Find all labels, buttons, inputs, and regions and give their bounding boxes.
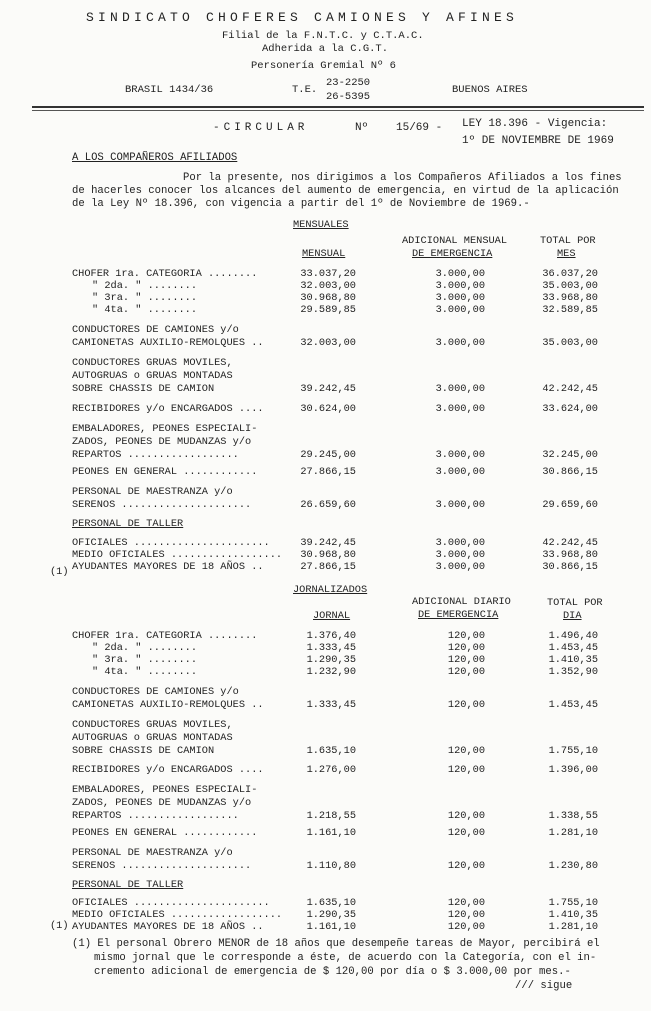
mensuales-row-label: OFICIALES ...................... [72,537,270,549]
mensuales-cell-c: 30.866,15 [542,466,598,478]
footnote-marker-jornal: (1) [50,920,69,932]
jornalizados-cell-b: 120,00 [447,827,485,839]
jornalizados-cell-a: 1.333,45 [306,642,356,654]
jornalizados-cell-c: 1.453,45 [548,699,598,711]
mensuales-row-label: ZADOS, PEONES DE MUDANZAS y/o [72,436,252,448]
mensuales-col-total-1: TOTAL POR [540,235,596,247]
jornalizados-col-jornal: JORNAL [313,610,351,622]
mensuales-cell-c: 29.659,60 [542,499,598,511]
mensuales-row-label: RECIBIDORES y/o ENCARGADOS .... [72,403,264,415]
jornalizados-cell-b: 120,00 [447,699,485,711]
jornalizados-cell-b: 120,00 [447,630,485,642]
jornalizados-row-label: " 3ra. " ........ [92,654,198,666]
mensuales-col-total-2: MES [557,248,576,260]
mensuales-row-label: PEONES EN GENERAL ............ [72,466,258,478]
mensuales-cell-b: 3.000,00 [435,292,485,304]
mensuales-cell-c: 35.003,00 [542,280,598,292]
jornalizados-row-label: AYUDANTES MAYORES DE 18 AÑOS .. [72,921,264,933]
mensuales-cell-b: 3.000,00 [435,383,485,395]
paragraph-line-1: Por la presente, nos dirigimos a los Compañeros Afiliados a los fines [183,172,622,184]
jornalizados-cell-b: 120,00 [447,897,485,909]
union-name: SINDICATO CHOFERES CAMIONES Y AFINES [86,10,519,25]
jornalizados-cell-c: 1.410,35 [548,909,598,921]
jornalizados-cell-a: 1.290,35 [306,654,356,666]
mensuales-cell-b: 3.000,00 [435,337,485,349]
jornalizados-col-adicional-2: DE EMERGENCIA [418,609,499,621]
jornalizados-cell-a: 1.161,10 [306,827,356,839]
mensuales-row-label: EMBALADORES, PEONES ESPECIALI- [72,423,258,435]
jornalizados-cell-b: 120,00 [447,860,485,872]
jornalizados-row-label: " 4ta. " ........ [92,666,198,678]
jornalizados-row-label: CONDUCTORES DE CAMIONES y/o [72,686,239,698]
jornalizados-row-label: " 2da. " ........ [92,642,198,654]
circular-title: -CIRCULAR [213,122,309,134]
jornalizados-cell-c: 1.396,00 [548,764,598,776]
header-rule-thick [32,106,644,108]
jornalizados-cell-b: 120,00 [447,921,485,933]
mensuales-row-label: CHOFER 1ra. CATEGORIA ........ [72,268,258,280]
jornalizados-cell-c: 1.496,40 [548,630,598,642]
footnote-line-2: mismo jornal que le corresponde a éste, de acuerdo con la Categoría, con el in- [94,952,597,964]
mensuales-row-label: CAMIONETAS AUXILIO-REMOLQUES .. [72,337,264,349]
jornalizados-row-label: MEDIO OFICIALES .................. [72,909,283,921]
mensuales-row-label: CONDUCTORES GRUAS MOVILES, [72,357,233,369]
jornalizados-cell-b: 120,00 [447,745,485,757]
jornalizados-cell-b: 120,00 [447,654,485,666]
jornalizados-col-adicional-1: ADICIONAL DIARIO [412,596,511,608]
te-label: T.E. [292,84,318,96]
mensuales-cell-a: 32.003,00 [300,280,356,292]
mensuales-row-label: " 3ra. " ........ [92,292,198,304]
mensuales-col-mensual: MENSUAL [302,248,346,260]
mensuales-cell-a: 30.968,80 [300,292,356,304]
address: BRASIL 1434/36 [125,84,214,96]
jornalizados-row-label: SERENOS ..................... [72,860,252,872]
jornalizados-cell-c: 1.352,90 [548,666,598,678]
jornalizados-cell-b: 120,00 [447,810,485,822]
jornalizados-row-label: PERSONAL DE TALLER [72,879,184,891]
mensuales-cell-a: 39.242,45 [300,537,356,549]
mensuales-cell-c: 33.624,00 [542,403,598,415]
jornalizados-col-total-2: DIA [563,610,582,622]
mensuales-cell-c: 42.242,45 [542,537,598,549]
mensuales-cell-b: 3.000,00 [435,268,485,280]
jornalizados-row-label: CHOFER 1ra. CATEGORIA ........ [72,630,258,642]
mensuales-row-label: PERSONAL DE TALLER [72,518,184,530]
mensuales-row-label: MEDIO OFICIALES .................. [72,549,283,561]
jornalizados-cell-a: 1.218,55 [306,810,356,822]
jornalizados-cell-a: 1.333,45 [306,699,356,711]
jornalizados-cell-c: 1.410,35 [548,654,598,666]
paragraph-line-2: de hacerles conocer los alcances del aumento de emergencia, en virtud de la aplicación [72,185,619,197]
phone-1: 23-2250 [326,77,371,89]
mensuales-col-adicional-2: DE EMERGENCIA [412,248,493,260]
mensuales-cell-a: 29.589,85 [300,304,356,316]
mensuales-cell-a: 39.242,45 [300,383,356,395]
mensuales-cell-c: 32.245,00 [542,449,598,461]
jornalizados-cell-c: 1.453,45 [548,642,598,654]
jornalizados-row-label: ZADOS, PEONES DE MUDANZAS y/o [72,797,252,809]
adherida-line: Adherida a la C.G.T. [262,43,389,55]
ley-line-1: LEY 18.396 - Vigencia: [462,118,608,130]
mensuales-row-label: SERENOS ..................... [72,499,252,511]
mensuales-row-label: REPARTOS .................. [72,449,239,461]
mensuales-cell-b: 3.000,00 [435,304,485,316]
personeria-line: Personería Gremial Nº 6 [251,60,396,72]
mensuales-cell-a: 30.968,80 [300,549,356,561]
mensuales-cell-c: 30.866,15 [542,561,598,573]
jornalizados-cell-a: 1.290,35 [306,909,356,921]
mensuales-col-adicional-1: ADICIONAL MENSUAL [402,235,508,247]
mensuales-cell-a: 33.037,20 [300,268,356,280]
jornalizados-cell-c: 1.755,10 [548,897,598,909]
mensuales-cell-b: 3.000,00 [435,561,485,573]
jornalizados-row-label: AUTOGRUAS o GRUAS MONTADAS [72,732,233,744]
jornalizados-row-label: RECIBIDORES y/o ENCARGADOS .... [72,764,264,776]
mensuales-cell-b: 3.000,00 [435,403,485,415]
footnote-line-1: (1) El personal Obrero MENOR de 18 años que desempeñe tareas de Mayor, percibirá el [72,938,600,950]
circular-number-label: Nº [355,122,369,134]
jornalizados-row-label: REPARTOS .................. [72,810,239,822]
jornalizados-cell-c: 1.281,10 [548,921,598,933]
mensuales-row-label: AYUDANTES MAYORES DE 18 AÑOS .. [72,561,264,573]
mensuales-cell-b: 3.000,00 [435,549,485,561]
jornalizados-cell-c: 1.281,10 [548,827,598,839]
jornalizados-cell-c: 1.755,10 [548,745,598,757]
jornalizados-cell-b: 120,00 [447,909,485,921]
jornalizados-cell-c: 1.338,55 [548,810,598,822]
mensuales-cell-a: 26.659,60 [300,499,356,511]
footnote-continued: /// sigue [515,980,573,992]
paragraph-line-3: de la Ley Nº 18.396, con vigencia a partir del 1º de Noviembre de 1969.- [72,198,530,210]
phone-2: 26-5395 [326,91,371,103]
mensuales-cell-a: 32.003,00 [300,337,356,349]
filial-line: Filial de la F.N.T.C. y C.T.A.C. [222,30,424,42]
jornalizados-row-label: OFICIALES ...................... [72,897,270,909]
jornalizados-row-label: CONDUCTORES GRUAS MOVILES, [72,719,233,731]
jornalizados-cell-a: 1.161,10 [306,921,356,933]
jornalizados-section-title: JORNALIZADOS [293,584,368,596]
header-rule-thin [32,110,644,111]
jornalizados-cell-a: 1.376,40 [306,630,356,642]
mensuales-cell-c: 32.589,85 [542,304,598,316]
addressee: A LOS COMPAÑEROS AFILIADOS [72,152,238,164]
jornalizados-cell-a: 1.635,10 [306,897,356,909]
mensuales-cell-c: 36.037,20 [542,268,598,280]
circular-number: 15/69 - [396,122,443,134]
mensuales-cell-c: 33.968,80 [542,549,598,561]
mensuales-cell-a: 27.866,15 [300,466,356,478]
mensuales-cell-c: 35.003,00 [542,337,598,349]
mensuales-cell-b: 3.000,00 [435,499,485,511]
mensuales-cell-b: 3.000,00 [435,280,485,292]
footnote-marker-mensual: (1) [50,566,69,578]
footnote-line-3: cremento adicional de emergencia de $ 120,00 por día o $ 3.000,00 por mes.- [94,966,571,978]
mensuales-cell-a: 29.245,00 [300,449,356,461]
mensuales-cell-c: 33.968,80 [542,292,598,304]
mensuales-row-label: SOBRE CHASSIS DE CAMION [72,383,215,395]
jornalizados-row-label: PERSONAL DE MAESTRANZA y/o [72,847,233,859]
mensuales-cell-b: 3.000,00 [435,537,485,549]
jornalizados-cell-b: 120,00 [447,666,485,678]
mensuales-section-title: MENSUALES [293,219,349,231]
mensuales-cell-a: 30.624,00 [300,403,356,415]
jornalizados-cell-b: 120,00 [447,642,485,654]
ley-line-2: 1º DE NOVIEMBRE DE 1969 [462,135,614,147]
jornalizados-row-label: PEONES EN GENERAL ............ [72,827,258,839]
mensuales-cell-b: 3.000,00 [435,449,485,461]
jornalizados-cell-b: 120,00 [447,764,485,776]
mensuales-cell-b: 3.000,00 [435,466,485,478]
jornalizados-row-label: EMBALADORES, PEONES ESPECIALI- [72,784,258,796]
mensuales-row-label: AUTOGRUAS o GRUAS MONTADAS [72,370,233,382]
jornalizados-cell-c: 1.230,80 [548,860,598,872]
jornalizados-row-label: CAMIONETAS AUXILIO-REMOLQUES .. [72,699,264,711]
city: BUENOS AIRES [452,84,528,96]
mensuales-row-label: CONDUCTORES DE CAMIONES y/o [72,324,239,336]
jornalizados-col-total-1: TOTAL POR [547,597,603,609]
jornalizados-row-label: SOBRE CHASSIS DE CAMION [72,745,215,757]
jornalizados-cell-a: 1.110,80 [306,860,356,872]
mensuales-cell-a: 27.866,15 [300,561,356,573]
jornalizados-cell-a: 1.276,00 [306,764,356,776]
jornalizados-cell-a: 1.232,90 [306,666,356,678]
mensuales-row-label: " 2da. " ........ [92,280,198,292]
jornalizados-cell-a: 1.635,10 [306,745,356,757]
mensuales-row-label: " 4ta. " ........ [92,304,198,316]
mensuales-cell-c: 42.242,45 [542,383,598,395]
mensuales-row-label: PERSONAL DE MAESTRANZA y/o [72,486,233,498]
